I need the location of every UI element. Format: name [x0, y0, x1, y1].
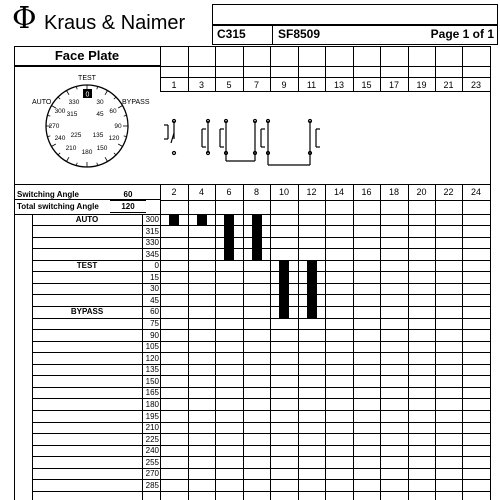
terminal-top-5: 5 — [226, 80, 232, 90]
dial-tick — [118, 144, 122, 147]
row-angle: 135 — [145, 365, 159, 375]
dial-angle-300: 300 — [54, 108, 66, 115]
contact-closed-bar — [307, 261, 317, 317]
row-angle: 315 — [145, 226, 159, 236]
row-angle: 165 — [145, 388, 159, 398]
dial-tick — [114, 97, 116, 99]
contact-closed-bar — [279, 261, 289, 317]
row-line — [32, 329, 490, 330]
row-line — [32, 387, 490, 388]
dial-tick — [58, 97, 60, 99]
face-plate-dial — [14, 66, 160, 186]
terminal-top-1: 1 — [171, 80, 177, 90]
row-line — [32, 410, 490, 411]
row-angle: 330 — [145, 238, 159, 248]
dial-indicator: 0 — [85, 91, 90, 99]
row-line — [32, 341, 490, 342]
dial-angle-45: 45 — [96, 111, 104, 118]
row-line — [32, 271, 490, 272]
terminal-bottom-10: 10 — [278, 187, 289, 197]
terminal-top-11: 11 — [306, 80, 317, 90]
terminal-top-19: 19 — [416, 80, 427, 90]
row-angle: 270 — [145, 469, 159, 479]
grid-line — [243, 184, 244, 500]
terminal-top-17: 17 — [388, 80, 399, 90]
terminal-bottom-22: 22 — [443, 187, 454, 197]
total-switching-angle-value: 120 — [110, 202, 146, 213]
grid-line — [160, 184, 161, 500]
dial-tick — [51, 144, 55, 147]
face-plate-title: Face Plate — [54, 48, 120, 63]
grid-line — [298, 184, 299, 500]
grid-line — [353, 184, 354, 500]
row-line — [32, 375, 490, 376]
row-line — [32, 456, 490, 457]
row-line — [32, 433, 490, 434]
contact-closed-bar — [169, 215, 179, 225]
row-angle: 0 — [154, 261, 159, 271]
row-line — [32, 479, 490, 480]
dial-angle-315: 315 — [66, 111, 78, 118]
row-position-label: TEST — [76, 261, 98, 271]
dial-angle-150: 150 — [96, 145, 108, 152]
dial-angle-135: 135 — [92, 132, 104, 139]
row-angle: 30 — [150, 284, 159, 294]
row-angle: 75 — [150, 319, 159, 329]
grid-right-border — [490, 46, 491, 500]
dial-tick — [114, 153, 116, 155]
grid-line — [325, 184, 326, 500]
terminal-bottom-4: 4 — [198, 187, 204, 197]
terminal-top-9: 9 — [281, 80, 287, 90]
grid-line — [435, 184, 436, 500]
row-line — [32, 398, 490, 399]
dial-angle-330: 330 — [68, 99, 80, 106]
dial-position-bypass: BYPASS — [122, 99, 150, 106]
grid-line — [270, 184, 271, 500]
row-line — [32, 491, 490, 492]
switching-angle-label: Switching Angle — [17, 190, 79, 199]
row-angle: 210 — [145, 423, 159, 433]
terminal-bottom-20: 20 — [416, 187, 427, 197]
dial-angle-90: 90 — [114, 123, 122, 130]
row-angle: 15 — [150, 272, 159, 282]
dial-angle-270: 270 — [48, 123, 60, 130]
row-angle: 150 — [145, 376, 159, 386]
dial-angle-180: 180 — [81, 149, 93, 156]
row-angle: 255 — [145, 457, 159, 467]
dial-angle-210: 210 — [65, 145, 77, 152]
grid-line — [188, 184, 189, 500]
row-line — [32, 318, 490, 319]
row-angle: 180 — [145, 399, 159, 409]
terminal-bottom-2: 2 — [171, 187, 177, 197]
row-line — [32, 364, 490, 365]
contact-11-12 — [268, 120, 320, 166]
terminal-top-3: 3 — [198, 80, 204, 90]
row-angle: 300 — [145, 215, 159, 224]
row-angle: 105 — [145, 342, 159, 352]
terminal-bottom-16: 16 — [361, 187, 372, 197]
row-angle: 45 — [150, 295, 159, 305]
row-angle: 195 — [145, 411, 159, 421]
dial-tick — [105, 157, 108, 161]
row-line — [32, 283, 490, 284]
row-line — [32, 352, 490, 353]
row-position-label: BYPASS — [70, 307, 104, 317]
grid-line — [215, 184, 216, 500]
dial-tick — [105, 90, 108, 94]
terminal-bottom-24: 24 — [470, 187, 481, 197]
dial-angle-60: 60 — [109, 108, 117, 115]
terminal-bottom-6: 6 — [226, 187, 232, 197]
dial-position-test: TEST — [78, 75, 96, 82]
dial-angle-240: 240 — [54, 135, 66, 142]
dial-tick — [67, 157, 70, 161]
row-angle: 285 — [145, 480, 159, 490]
brand-logo-symbol: Φ — [12, 1, 37, 36]
terminal-top-21: 21 — [443, 80, 454, 90]
row-angle: 345 — [145, 249, 159, 259]
row-line — [32, 294, 490, 295]
contact-closed-bar — [224, 215, 234, 260]
row-line — [32, 445, 490, 446]
contact-1-2 — [164, 120, 176, 155]
terminal-top-15: 15 — [361, 80, 372, 90]
page-number: Page 1 of 1 — [430, 27, 494, 41]
total-switching-angle-label: Total switching Angle — [17, 202, 99, 211]
contact-7-8 — [226, 120, 257, 162]
row-angle: 60 — [150, 307, 159, 317]
contact-3-4 — [202, 120, 210, 155]
row-angle: 240 — [145, 446, 159, 456]
row-position-label: AUTO — [75, 215, 99, 224]
terminal-top-13: 13 — [333, 80, 344, 90]
row-angle: 120 — [145, 353, 159, 363]
brand-name: Kraus & Naimer — [44, 12, 186, 34]
terminal-bottom-8: 8 — [253, 187, 259, 197]
document-code: C315 — [217, 27, 246, 41]
dial-angle-30: 30 — [96, 99, 104, 106]
dial-tick — [67, 90, 70, 94]
grid-line — [462, 184, 463, 500]
row-line — [32, 422, 490, 423]
contact-9-10 — [261, 120, 270, 166]
dial-angle-120: 120 — [108, 135, 120, 142]
terminal-bottom-14: 14 — [333, 187, 344, 197]
terminal-top-7: 7 — [253, 80, 259, 90]
contact-5-6 — [220, 120, 228, 162]
grid-line — [408, 184, 409, 500]
row-angle: 90 — [150, 330, 159, 340]
row-angle: 225 — [145, 434, 159, 444]
contact-closed-bar — [197, 215, 207, 225]
row-line — [32, 468, 490, 469]
dial-angle-225: 225 — [70, 132, 82, 139]
terminal-top-23: 23 — [470, 80, 481, 90]
switching-angle-value: 60 — [110, 190, 146, 201]
contact-wiring-diagram — [160, 91, 484, 184]
grid-line — [380, 184, 381, 500]
contact-closed-bar — [252, 215, 262, 260]
dial-position-auto: AUTO — [32, 99, 52, 106]
drawing-number: SF8509 — [278, 27, 321, 41]
terminal-bottom-18: 18 — [388, 187, 399, 197]
terminal-bottom-12: 12 — [306, 187, 317, 197]
dial-tick — [58, 153, 60, 155]
